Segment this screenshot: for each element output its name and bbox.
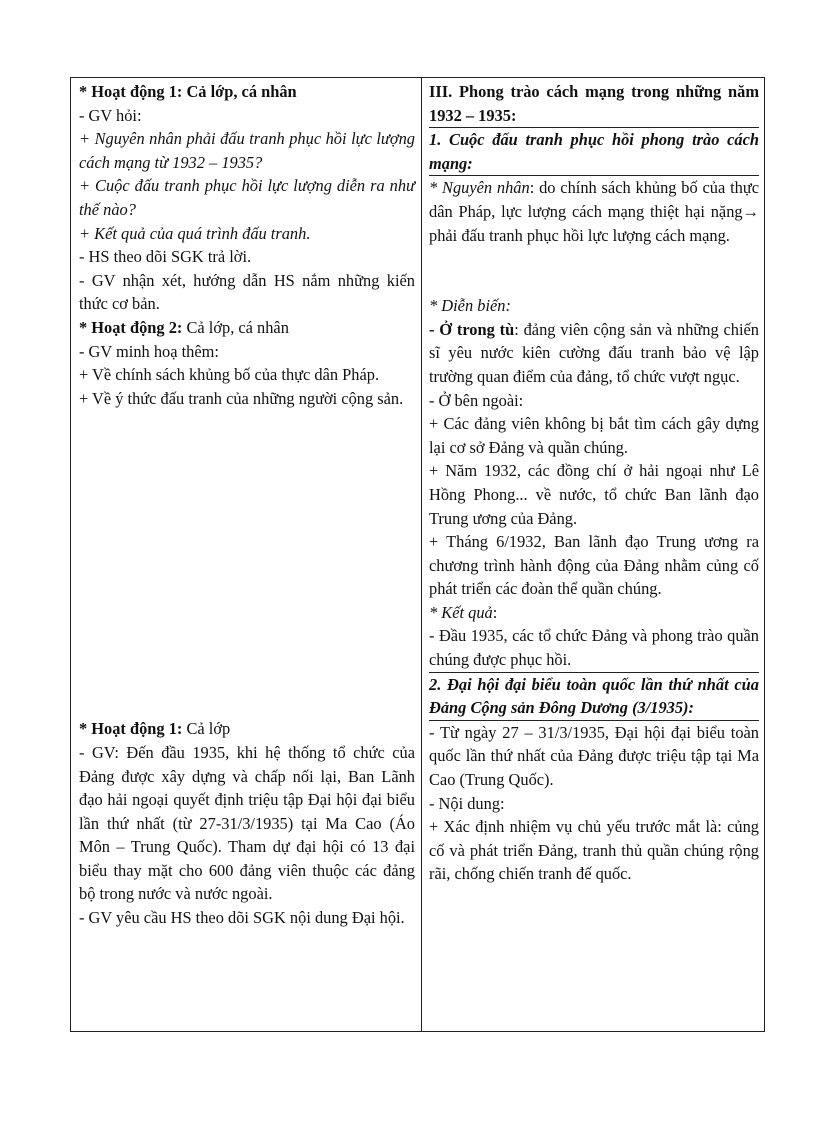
content-column: [429, 80, 759, 886]
activity-2-heading: [79, 316, 415, 340]
prison-paragraph: [429, 318, 759, 389]
section-title: III. Phong trào cách mạng trong những năm 1932 – 1935:: [429, 80, 759, 128]
cause-text: : do chính sách khủng bố của thực dân Pháp, lực lượng cách mạng thiệt hại nặng: [429, 178, 759, 221]
activity-1-heading: [79, 80, 415, 104]
part-1-title: 1. Cuộc đấu tranh phục hồi phong trào cách mạng:: [429, 128, 759, 176]
right-spacer: [429, 247, 759, 294]
part-2-title: 2. Đại hội đại biểu toàn quốc lần thứ nhất của Đảng Cộng sản Đông Dương (3/1935):: [429, 673, 759, 721]
cause-label: * Nguyên nhân: [429, 178, 530, 198]
content-item-1: + Xác định nhiệm vụ chủ yếu trước mắt là: củng cố và phát triển Đảng, tranh thủ quần chúng rộng rãi, chống chiến tranh đế quốc.: [429, 817, 759, 884]
cause-tail: phải đấu tranh phục hồi lực lượng cách mạng.: [429, 225, 730, 245]
activity-3-mode: Cả lớp: [182, 719, 231, 739]
activity-2-line-1: - GV minh hoạ thêm:: [79, 341, 219, 361]
content-label: - Nội dung:: [429, 793, 505, 813]
activity-1-mode: Cả lớp, cá nhân: [182, 82, 297, 101]
progress-label: * Diễn biến:: [429, 296, 511, 316]
congress-paragraph: - Từ ngày 27 – 31/3/1935, Đại hội đại biểu toàn quốc lần thứ nhất của Đảng được triệu tập tại Ma Cao (Trung Quốc).: [429, 722, 759, 790]
arrow-icon: →: [742, 201, 759, 221]
activity-2-label: * Hoạt động 2:: [79, 317, 183, 337]
left-spacer: [79, 410, 415, 717]
outside-item-3: + Tháng 6/1932, Ban lãnh đạo Trung ương ra chương trình hành động của Đảng nhằm củng cố phát triển các đoàn thể quần chúng.: [429, 532, 759, 599]
activity-2-line-3: + Về ý thức đấu tranh của những người cộng sản.: [79, 388, 404, 408]
cause-paragraph: [429, 176, 759, 247]
activity-3-line-1: - GV: Đến đầu 1935, khi hệ thống tổ chức của Đảng được xây dựng và chấp nối lại, Ban Lãnh đạo hải ngoại quyết định triệu tập Đại hội đại biểu lần thứ nhất (từ 27-31/3/1935) tại Ma Cao (Áo Môn – Trung Quốc). Tham dự đại hội có 13 đại biểu thay mặt cho 600 đảng viên thuộc các đảng bộ trong nước và nước ngoài.: [79, 742, 415, 904]
activity-1-label: * Hoạt động 1:: [79, 82, 183, 101]
activity-1-line-3: - GV nhận xét, hướng dẫn HS nắm những kiến thức cơ bản.: [79, 270, 415, 314]
result-colon: :: [492, 602, 498, 622]
activity-1-question-2: + Cuộc đấu tranh phục hồi lực lượng diễn ra như thế nào?: [79, 176, 415, 219]
column-divider: [421, 78, 422, 1031]
activity-2-line-2: + Về chính sách khủng bố của thực dân Pháp.: [79, 365, 380, 385]
lesson-table: [70, 77, 765, 1032]
outside-item-2: + Năm 1932, các đồng chí ở hải ngoại như Lê Hồng Phong... về nước, tổ chức Ban lãnh đạo Trung ương của Đảng.: [429, 461, 759, 528]
activity-1-line-2: - HS theo dõi SGK trả lời.: [79, 247, 252, 267]
activity-3-heading: [79, 717, 415, 741]
activity-1-question-3: + Kết quả của quá trình đấu tranh.: [79, 223, 311, 243]
activity-2-mode: Cả lớp, cá nhân: [182, 317, 289, 337]
activity-1-question-1: + Nguyên nhân phải đấu tranh phục hồi lực lượng cách mạng từ 1932 – 1935?: [79, 129, 415, 172]
activity-3-label: * Hoạt động 1:: [79, 719, 183, 739]
activity-3-line-2: - GV yêu cầu HS theo dõi SGK nội dung Đại hội.: [79, 908, 405, 928]
result-text: - Đầu 1935, các tổ chức Đảng và phong trào quần chúng được phục hồi.: [429, 624, 759, 672]
prison-text: : đảng viên cộng sản và những chiến sĩ yêu nước kiên cường đấu tranh bảo vệ lập trường quan điểm của đảng, tổ chức vượt ngục.: [429, 319, 759, 386]
result-heading: [429, 601, 759, 625]
teacher-activities-column: [79, 80, 415, 930]
prison-label: - Ở trong tù: [429, 319, 515, 339]
outside-label: - Ở bên ngoài:: [429, 390, 524, 410]
activity-1-line-1: - GV hỏi:: [79, 105, 142, 125]
result-label: * Kết quả: [429, 602, 493, 622]
outside-item-1: + Các đảng viên không bị bắt tìm cách gây dựng lại cơ sở Đảng và quần chúng.: [429, 414, 759, 457]
